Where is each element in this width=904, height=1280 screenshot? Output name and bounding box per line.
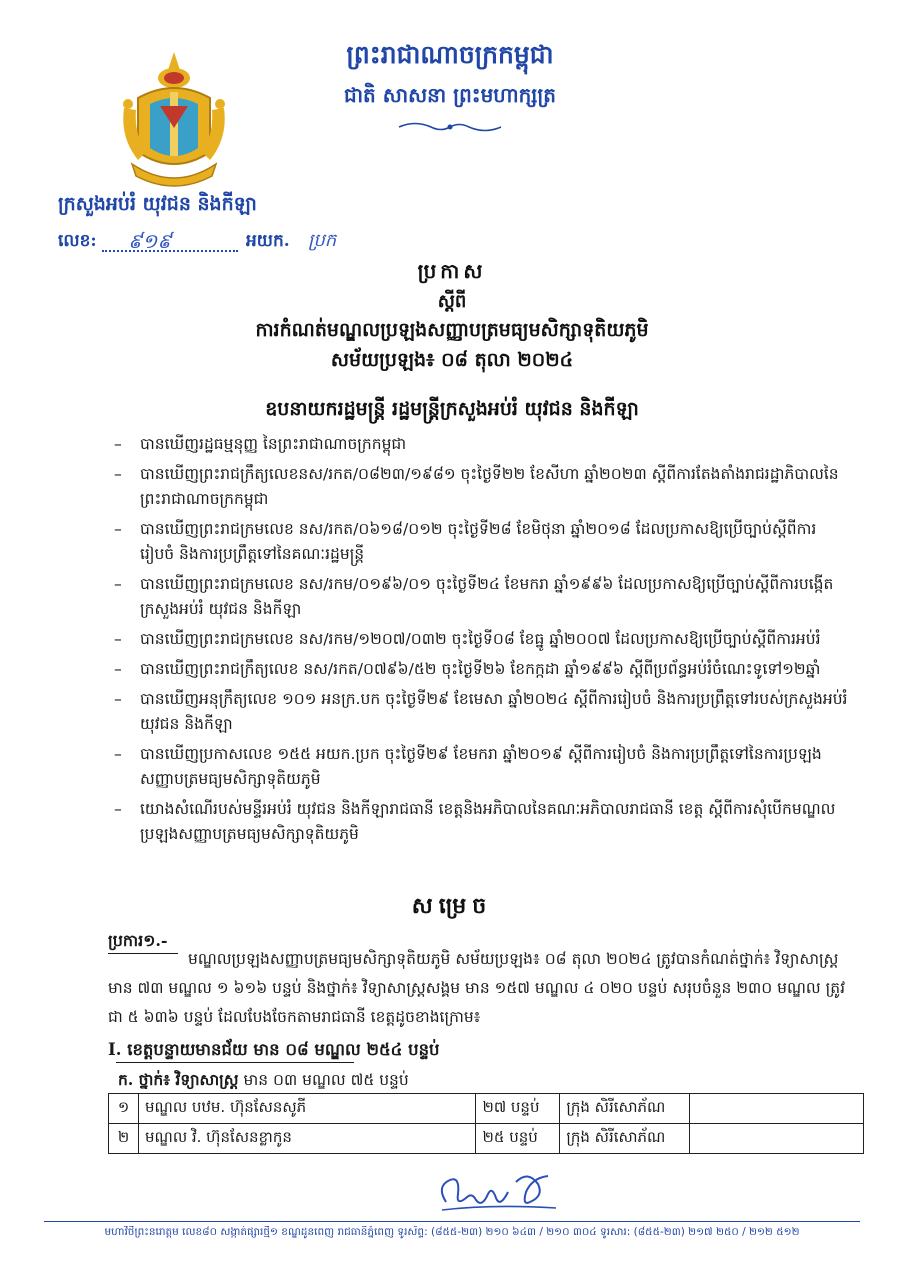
reference-suffix: អយក. xyxy=(246,231,290,251)
center-location: ក្រុង សិរីសោភ័ណ xyxy=(560,1124,690,1154)
reference-suffix-handwritten: ប្រក xyxy=(308,230,337,251)
recital-item: – បានឃើញប្រកាសលេខ ១៥៥ អយក.ប្រក ចុះថ្ងៃទី២៩ ខែមករា ឆ្នាំ២០១៩ ស្តីពីការរៀបចំ និងការប្រព្រឹត្តទៅនៃការប្រឡងសញ្ញាបត្រមធ្យមសិក្សាទុតិយភូមិ xyxy=(114,745,822,788)
row-number: ២ xyxy=(109,1124,139,1154)
exam-centers-table xyxy=(108,1093,864,1154)
reference-label: លេខ: xyxy=(58,231,97,251)
recital-item: – បានឃើញព្រះរាជក្រមលេខ នស/រកត/០៦១៨/០១២ ចុះថ្ងៃទី២៨ ខែមិថុនា ឆ្នាំ២០១៨ ដែលប្រកាសឱ្យប្រើច្បាប់ស្តីពីការរៀបចំ និងការប្រព្រឹត្តទៅនៃគណៈរដ្ឋមន្ត្រី xyxy=(114,520,817,563)
row-number: ១ xyxy=(109,1094,139,1124)
document-subject: ការកំណត់មណ្ឌលប្រឡងសញ្ញាបត្រមធ្យមសិក្សាទុតិយភូមិ xyxy=(255,319,649,341)
footer-divider xyxy=(44,1221,860,1222)
kingdom-title: ព្រះរាជាណាចក្រកម្ពុជា xyxy=(346,40,554,69)
center-location: ក្រុង សិរីសោភ័ណ xyxy=(560,1094,690,1124)
recital-item: – បានឃើញព្រះរាជក្រឹត្យលេខ នស/រកត/០៧៩៦/៥២ ចុះថ្ងៃទី២៦ ខែកក្កដា ឆ្នាំ១៩៩៦ ស្តីពីប្រព័ន្ធអប់រំចំណេះទូទៅ១២ឆ្នាំ xyxy=(114,660,821,678)
section-title-underline xyxy=(116,1062,354,1063)
article-label: ប្រការ១.- xyxy=(108,931,168,950)
exam-session: សម័យប្រឡង៖ ០៨ តុលា ២០២៤ xyxy=(330,349,574,371)
decision-heading: សម្រេច xyxy=(411,893,493,919)
recital-item: – យោងសំណើរបស់មន្ទីរអប់រំ យុវជន និងកីឡារាជធានី ខេត្តនិងអភិបាលនៃគណៈអភិបាលរាជធានី ខេត្ត ស្តីពីការសុំបើកមណ្ឌលប្រឡងសញ្ញាបត្រមធ្យមសិក្សាទុតិយភូមិ xyxy=(114,800,836,843)
table-row xyxy=(109,1124,864,1154)
room-count: ២៧ បន្ទប់ xyxy=(476,1094,560,1124)
recital-item: – បានឃើញអនុក្រឹត្យលេខ ១០១ អនក្រ.បក ចុះថ្ងៃទី២៩ ខែមេសា ឆ្នាំ២០២៤ ស្តីពីការរៀបចំ និងការប្រព្រឹត្តទៅរបស់ក្រសួងអប់រំ យុវជន និងកីឡា xyxy=(114,690,848,733)
reference-number: ៩១៩ xyxy=(128,229,172,253)
handwritten-signature-icon xyxy=(432,1162,562,1218)
center-name: មណ្ឌល បឋម. ហ៊ុនសែនសូភី xyxy=(138,1094,476,1124)
issuer-title: ឧបនាយករដ្ឋមន្ត្រី រដ្ឋមន្ត្រីក្រសួងអប់រំ យុវជន និងកីឡា xyxy=(265,398,639,420)
national-motto: ជាតិ សាសនា ព្រះមហាក្សត្រ xyxy=(344,83,556,107)
room-count: ២៥ បន្ទប់ xyxy=(476,1124,560,1154)
footer-address: មហាវិថីព្រះនរោត្តម លេខ៨០ សង្កាត់ផ្សារថ្មី១ ខណ្ឌដូនពេញ រាជធានីភ្នំពេញ ទូរស័ព្ទ: (៨៥៥-២៣) ២១០ ៦៤៣ / ២១០ ៣០៤ ទូរសារ: (៨៥៥-២៣) ២១៧ ២៥០ / ២១២ ៥១២ xyxy=(104,1226,800,1238)
reference-number-row xyxy=(58,228,338,258)
ornament-divider-icon xyxy=(395,118,505,136)
recital-item: – បានឃើញព្រះរាជក្រមលេខ នស/រកម/១២០៧/០៣២ ចុះថ្ងៃទី០៨ ខែធ្នូ ឆ្នាំ២០០៧ ដែលប្រកាសឱ្យប្រើច្បាប់ស្តីពីការអប់រំ xyxy=(114,630,821,648)
recital-item: – បានឃើញព្រះរាជក្រឹត្យលេខនស/រកត/០៨២៣/១៩៨១ ចុះថ្ងៃទី២២ ខែសីហា ឆ្នាំ២០២៣ ស្តីពីការតែងតាំងរាជរដ្ឋាភិបាលនៃព្រះរាជាណាចក្រកម្ពុជា xyxy=(114,465,839,508)
about-label: ស្តីពី xyxy=(437,291,467,312)
empty-cell xyxy=(690,1124,864,1154)
royal-emblem-icon xyxy=(118,48,230,190)
table-row xyxy=(109,1094,864,1124)
subsection-title: ក. ថ្នាក់៖ វិទ្យាសាស្ត្រ មាន ០៣ មណ្ឌល ៧៥ បន្ទប់ xyxy=(118,1070,409,1089)
center-name: មណ្ឌល វិ. ហ៊ុនសែនខ្លាកូន xyxy=(138,1124,476,1154)
section-title: I. ខេត្តបន្ទាយមានជ័យ មាន ០៨ មណ្ឌល ២៥៤ បន្ទប់ xyxy=(108,1040,440,1059)
empty-cell xyxy=(690,1094,864,1124)
recitals-list xyxy=(110,432,850,852)
recital-item: – បានឃើញរដ្ឋធម្មនុញ្ញ នៃព្រះរាជាណាចក្រកម្ពុជា xyxy=(114,435,407,453)
ministry-name: ក្រសួងអប់រំ យុវជន និងកីឡា xyxy=(58,193,257,215)
article-body: មណ្ឌលប្រឡងសញ្ញាបត្រមធ្យមសិក្សាទុតិយភូមិ សម័យប្រឡង៖ ០៨ តុលា ២០២៤ ត្រូវបានកំណត់ថ្នាក់៖ វិទ្យាសាស្ត្រ មាន ៧៣ មណ្ឌល ១ ៦១៦ បន្ទប់ និងថ្នាក់៖ វិទ្យាសាស្ត្រសង្គម មាន ១៥៧ មណ្ឌល ៤ ០២០ បន្ទប់ សរុបចំនួន ២៣០ មណ្ឌល ត្រូវជា ៥ ៦៣៦ បន្ទប់ ដែលបែងចែកតាមរាជធានី ខេត្តដូចខាងក្រោម៖ xyxy=(108,950,845,1026)
recital-item: – បានឃើញព្រះរាជក្រមលេខ នស/រកម/០១៩៦/០១ ចុះថ្ងៃទី២៤ ខែមករា ឆ្នាំ១៩៩៦ ដែលប្រកាសឱ្យប្រើច្បាប់ស្តីពីការបង្កើតក្រសួងអប់រំ យុវជន និងកីឡា xyxy=(114,575,834,618)
document-type: ប្រកាស xyxy=(417,259,487,283)
